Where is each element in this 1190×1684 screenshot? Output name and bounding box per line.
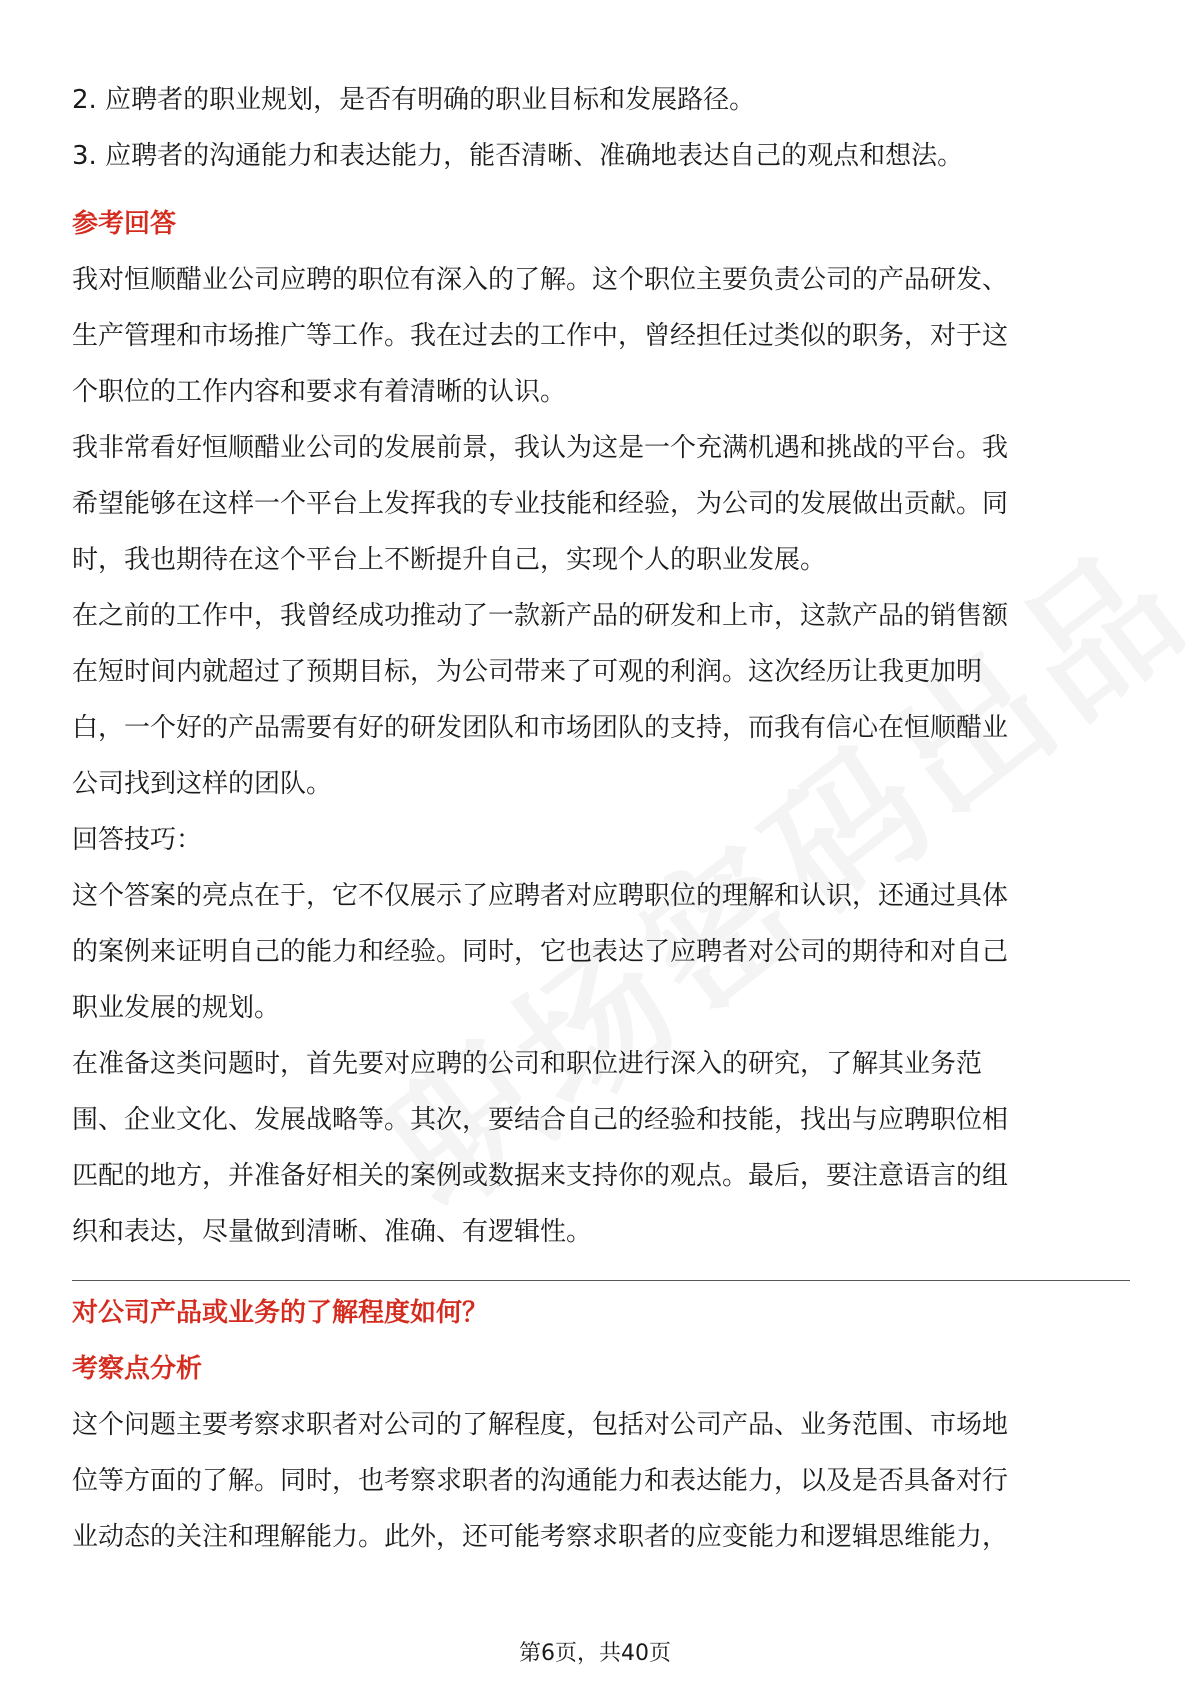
text-line: 公司找到这样的团队。 [72, 769, 333, 799]
text-line: 白，一个好的产品需要有好的研发团队和市场团队的支持，而我有信心在恒顺醋业 [72, 713, 1009, 743]
text-line: 围、企业文化、发展战略等。其次，要结合自己的经验和技能，找出与应聘职位相 [72, 1105, 1009, 1135]
text-line: 这个答案的亮点在于，它不仅展示了应聘者对应聘职位的理解和认识，还通过具体 [72, 881, 1009, 911]
text-line: 生产管理和市场推广等工作。我在过去的工作中，曾经担任过类似的职务，对于这 [72, 321, 1009, 351]
text-line: 在准备这类问题时，首先要对应聘的公司和职位进行深入的研究，了解其业务范 [72, 1049, 983, 1079]
text-line: 业动态的关注和理解能力。此外，还可能考察求职者的应变能力和逻辑思维能力， [72, 1522, 1009, 1552]
answer-paragraph-3 [72, 588, 1130, 812]
answer-paragraph-1 [72, 252, 1130, 420]
text-line: 时，我也期待在这个平台上不断提升自己，实现个人的职业发展。 [72, 545, 827, 575]
tips-paragraph-2 [72, 1036, 1130, 1260]
text-line: 个职位的工作内容和要求有着清晰的认识。 [72, 377, 567, 407]
page-number-footer: 第6页，共40页 [519, 1641, 671, 1666]
text-line: 织和表达，尽量做到清晰、准确、有逻辑性。 [72, 1217, 593, 1247]
analysis-paragraph [72, 1397, 1130, 1565]
list-item-3: 3. 应聘者的沟通能力和表达能力，能否清晰、准确地表达自己的观点和想法。 [72, 141, 964, 171]
section-divider [72, 1280, 1130, 1281]
text-line: 这个问题主要考察求职者对公司的了解程度，包括对公司产品、业务范围、市场地 [72, 1410, 1009, 1440]
text-line: 我非常看好恒顺醋业公司的发展前景，我认为这是一个充满机遇和挑战的平台。我 [72, 433, 1009, 463]
text-line: 希望能够在这样一个平台上发挥我的专业技能和经验，为公司的发展做出贡献。同 [72, 489, 1009, 519]
text-line: 的案例来证明自己的能力和经验。同时，它也表达了应聘者对公司的期待和对自己 [72, 937, 1009, 967]
text-line: 在之前的工作中，我曾经成功推动了一款新产品的研发和上市，这款产品的销售额 [72, 601, 1009, 631]
answer-tips-label: 回答技巧： [72, 825, 203, 855]
text-line: 在短时间内就超过了预期目标，为公司带来了可观的利润。这次经历让我更加明 [72, 657, 983, 687]
list-item-2: 2. 应聘者的职业规划，是否有明确的职业目标和发展路径。 [72, 85, 756, 115]
analysis-heading: 考察点分析 [72, 1354, 203, 1384]
question-heading: 对公司产品或业务的了解程度如何？ [72, 1298, 489, 1328]
tips-paragraph-1 [72, 868, 1130, 1036]
text-line: 匹配的地方，并准备好相关的案例或数据来支持你的观点。最后，要注意语言的组 [72, 1161, 1009, 1191]
text-line: 位等方面的了解。同时，也考察求职者的沟通能力和表达能力，以及是否具备对行 [72, 1466, 1009, 1496]
answer-paragraph-2 [72, 420, 1130, 588]
document-page [72, 72, 1130, 1565]
text-line: 职业发展的规划。 [72, 993, 281, 1023]
reference-answer-heading: 参考回答 [72, 209, 177, 239]
text-line: 我对恒顺醋业公司应聘的职位有深入的了解。这个职位主要负责公司的产品研发、 [72, 265, 1009, 295]
